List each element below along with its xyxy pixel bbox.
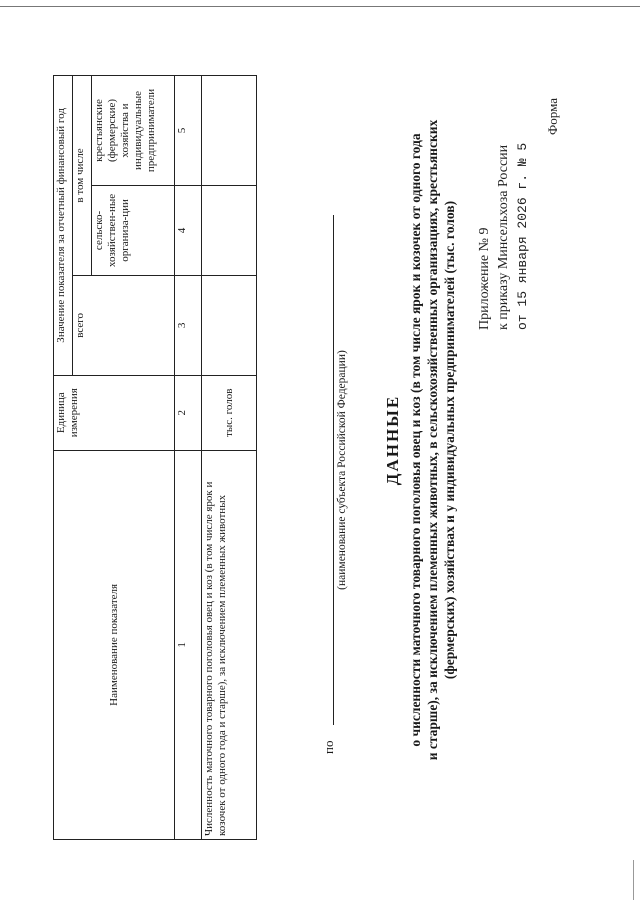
form-label: Форма: [545, 98, 560, 135]
appendix-number: Приложение № 9: [477, 227, 492, 330]
unit-cell: тыс. голов: [202, 375, 257, 450]
scan-edge-line: [0, 6, 640, 7]
header-farms: крестьянские (фермерские) хозяйства и индивидуальные предприниматели: [92, 76, 175, 186]
header-value-group: Значение показателя за отчетный финансовый год: [54, 76, 73, 376]
heading-line-2: и старше), за исключением племенных животных, в сельскохозяйственных организациях, крестьянских: [425, 119, 440, 761]
header-total: всего: [73, 275, 175, 375]
heading-line-1: о численности маточного товарного поголовья овец и коз (в том числе ярок и козочек от одного года: [408, 133, 423, 747]
header-name: Наименование показателя: [54, 450, 175, 839]
column-number: 1: [175, 450, 202, 839]
heading-line-3: (фермерских) хозяйствах и у индивидуальных предпринимателей (тыс. голов): [442, 200, 457, 680]
column-number: 2: [175, 375, 202, 450]
order-reference: к приказу Минсельхоза России: [496, 144, 511, 330]
column-number-row: [175, 76, 202, 840]
column-number: 4: [175, 185, 202, 275]
form-page: [25, 25, 605, 880]
table-row: [202, 76, 257, 840]
document-heading: [383, 80, 458, 800]
column-number: 3: [175, 275, 202, 375]
header-agri-orgs: сельско-хозяйствен-ные организа-ции: [92, 185, 175, 275]
document-title: ДАННЫЕ: [383, 394, 402, 486]
value-farms-cell[interactable]: [202, 76, 257, 186]
scan-edge-mark: [633, 860, 634, 900]
subject-prefix: по: [321, 740, 336, 754]
indicator-name-cell: Численность маточного товарного поголовья овец и коз (в том числе ярок и козочек от одного года и старше), за исключением племенных животных: [202, 450, 257, 839]
approval-block: [475, 143, 532, 330]
header-row: [54, 76, 73, 840]
indicator-table: [53, 75, 257, 840]
subject-fill-line[interactable]: [333, 215, 334, 725]
column-number: 5: [175, 76, 202, 186]
header-including: в том числе: [73, 76, 92, 276]
value-agri-orgs-cell[interactable]: [202, 185, 257, 275]
header-unit: Единица измерения: [54, 375, 175, 450]
value-total-cell[interactable]: [202, 275, 257, 375]
order-date: от 15 января 2026 г. № 5: [515, 142, 530, 330]
subject-caption: (наименование субъекта Российской Федерации): [336, 350, 348, 590]
